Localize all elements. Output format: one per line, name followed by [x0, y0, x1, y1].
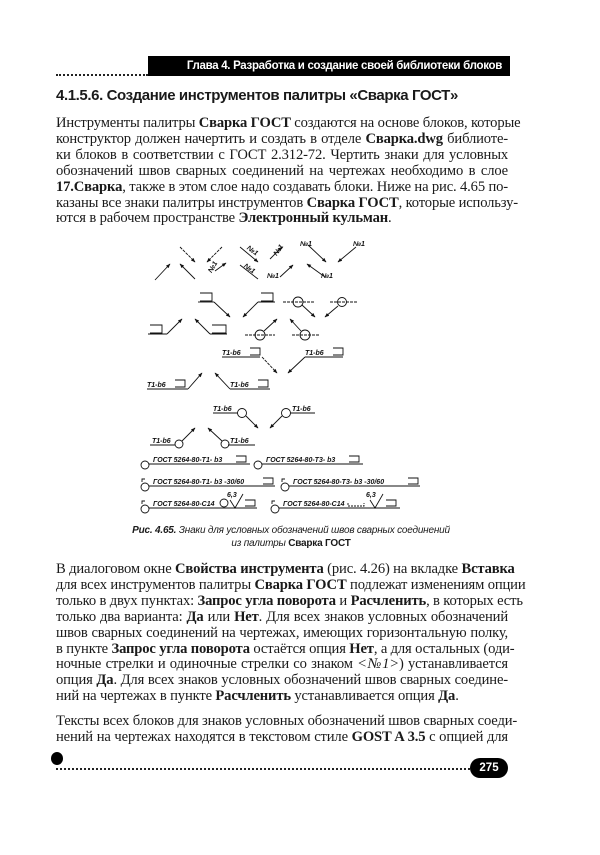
page-number: 275	[470, 758, 508, 778]
label-t1: Т1-b6	[230, 382, 249, 389]
label-gost-t3-angle: ГОСТ 5264-80-Т3- b3 -30/60	[293, 479, 385, 486]
bold-term: Сварка ГОСТ	[254, 576, 347, 593]
text-run: ний на чертежах в пункте	[56, 688, 216, 705]
label-no1: №1	[207, 260, 220, 275]
label-no1: №1	[245, 244, 260, 258]
text-run: в пункте	[56, 640, 112, 657]
label-gost-t1: ГОСТ 5264-80-Т1- b3	[153, 457, 223, 464]
text-line	[56, 115, 521, 132]
label-no1: №1	[321, 273, 333, 280]
text-run: , в которых есть	[426, 592, 523, 609]
bold-term: Да	[438, 688, 456, 705]
text-line	[56, 211, 508, 227]
label-t1: Т1-b6	[147, 382, 166, 389]
text-line	[56, 730, 508, 746]
footer-dotted-rule	[56, 768, 470, 770]
running-header: Глава 4. Разработка и создание своей библиотеки блоков	[148, 56, 510, 76]
text-line	[56, 610, 508, 626]
text-run: устанавливается опция	[290, 688, 439, 705]
bold-term: Свойства инструмента	[175, 561, 324, 577]
bold-term: Сварка ГОСТ	[306, 194, 399, 211]
bold-term: Сварка ГОСТ	[198, 115, 291, 131]
caption-line2: из палитры	[231, 538, 289, 549]
header-dotted-rule	[56, 74, 148, 76]
label-no1: №1	[353, 241, 365, 248]
text-line	[56, 689, 508, 705]
text-line	[56, 561, 515, 578]
text-line	[56, 194, 518, 212]
text-run: конструктор должен начертить и создать в отделе	[56, 130, 366, 147]
text-run: нений на чертежах находятся в текстовом стиле	[56, 728, 352, 745]
text-line	[56, 576, 526, 594]
text-run: и	[335, 592, 351, 609]
text-line	[56, 132, 508, 148]
text-run: . Для всех знаков условных обозначений швов сварных соедине-	[113, 672, 508, 689]
text-run: ки блоков в соответствии с ГОСТ 2.312-72. Чертить знаки для условных	[56, 146, 508, 163]
label-t1: Т1-b6	[222, 350, 241, 357]
text-run: швов сварных соединений на чертежах, имеющих горизонтальную полку,	[56, 624, 508, 641]
caption-label: Рис. 4.65.	[132, 525, 177, 536]
text-run: опция	[56, 672, 97, 689]
bold-term: Да	[186, 608, 204, 625]
text-run: для всех инструментов палитры	[56, 576, 255, 593]
bold-term: Нет	[234, 608, 259, 625]
footer-bullet	[51, 752, 63, 765]
bold-term: Нет	[349, 640, 374, 657]
label-no1: №1	[267, 273, 279, 280]
text-line	[56, 626, 508, 642]
text-run: . Для всех знаков условных обозначений	[258, 608, 508, 625]
label-no1: №1	[300, 241, 312, 248]
text-line	[56, 673, 508, 689]
text-run: , которые использу-	[398, 194, 518, 211]
text-run: ) устанавливается	[398, 656, 508, 673]
label-no1: №1	[242, 262, 257, 276]
bold-term: 17.Сварка	[56, 178, 123, 195]
label-roughness: 6,3	[366, 492, 376, 499]
bold-term: Расчленить	[350, 592, 427, 609]
text-run: , а для остальных (оди-	[373, 640, 515, 657]
text-line	[56, 657, 508, 673]
bold-term: Сварка.dwg	[365, 130, 443, 147]
label-t1: Т1-b6	[292, 406, 311, 413]
bold-term: Запрос угла поворота	[197, 592, 336, 609]
text-run: подлежат изменениям опции	[346, 576, 526, 593]
section-heading: 4.1.5.6. Создание инструментов палитры «Сварка ГОСТ»	[56, 87, 458, 104]
text-run: <№1>	[357, 656, 399, 673]
text-run: обозначений швов сварных соединений на чертежах необходимо в слое	[56, 162, 508, 179]
text-run: только два варианта:	[56, 608, 187, 625]
text-run: с опцией для	[425, 728, 508, 745]
label-gost-t3: ГОСТ 5264-80-Т3- b3	[266, 457, 336, 464]
bold-term: Расчленить	[215, 688, 291, 705]
bold-term: Запрос угла поворота	[111, 640, 250, 657]
text-run: Инструменты палитры	[56, 115, 199, 131]
text-line	[56, 640, 515, 658]
label-t1: Т1-b6	[213, 406, 232, 413]
figure-welding-symbols	[130, 235, 450, 520]
text-run: или	[203, 608, 235, 625]
bold-term: Да	[96, 672, 114, 689]
text-run: .	[455, 688, 459, 705]
label-t1: Т1-b6	[305, 350, 324, 357]
label-gost-t1-angle: ГОСТ 5264-80-Т1- b3 -30/60	[153, 479, 245, 486]
label-t1: Т1-b6	[152, 438, 171, 445]
bold-term: Электронный кульман	[238, 210, 388, 227]
caption-text: Знаки для условных обозначений швов сварных соединений	[176, 525, 450, 536]
text-line	[56, 148, 508, 164]
bold-term: Вставка	[461, 561, 515, 577]
text-run: Тексты всех блоков для знаков условных обозначений швов сварных соеди-	[56, 713, 518, 729]
text-run: остаётся опция	[249, 640, 350, 657]
text-line	[56, 164, 508, 180]
paragraph-2	[56, 561, 526, 705]
paragraph-3	[56, 713, 518, 746]
text-line	[56, 713, 518, 730]
text-run: казаны все знаки палитры инструментов	[56, 194, 307, 211]
paragraph-1	[56, 115, 521, 227]
text-run: библиоте-	[442, 130, 508, 147]
bold-term: GOST A 3.5	[351, 728, 426, 745]
label-no1: №1	[272, 243, 286, 258]
text-run: ются в рабочем пространстве	[56, 210, 239, 227]
text-run: .	[387, 210, 392, 227]
text-run: ночные стрелки и одиночные стрелки со знаком	[56, 656, 358, 673]
text-run: , также в этом слое надо создавать блоки. Ниже на рис. 4.65 по-	[122, 178, 508, 195]
text-run: создаются на основе блоков, которые	[290, 115, 521, 131]
text-run: только в двух пунктах:	[56, 592, 198, 609]
text-run: (рис. 4.26) на вкладке	[323, 561, 462, 577]
label-roughness: 6,3	[227, 492, 237, 499]
label-gost-c14: ГОСТ 5264-80-С14	[153, 501, 215, 508]
label-t1: Т1-b6	[230, 438, 249, 445]
figure-caption	[56, 524, 526, 550]
label-gost-c14: ГОСТ 5264-80-С14	[283, 501, 345, 508]
text-line	[56, 592, 523, 610]
text-line	[56, 180, 508, 196]
caption-palette-name: Сварка ГОСТ	[288, 538, 351, 549]
text-run: В диалоговом окне	[56, 561, 176, 577]
